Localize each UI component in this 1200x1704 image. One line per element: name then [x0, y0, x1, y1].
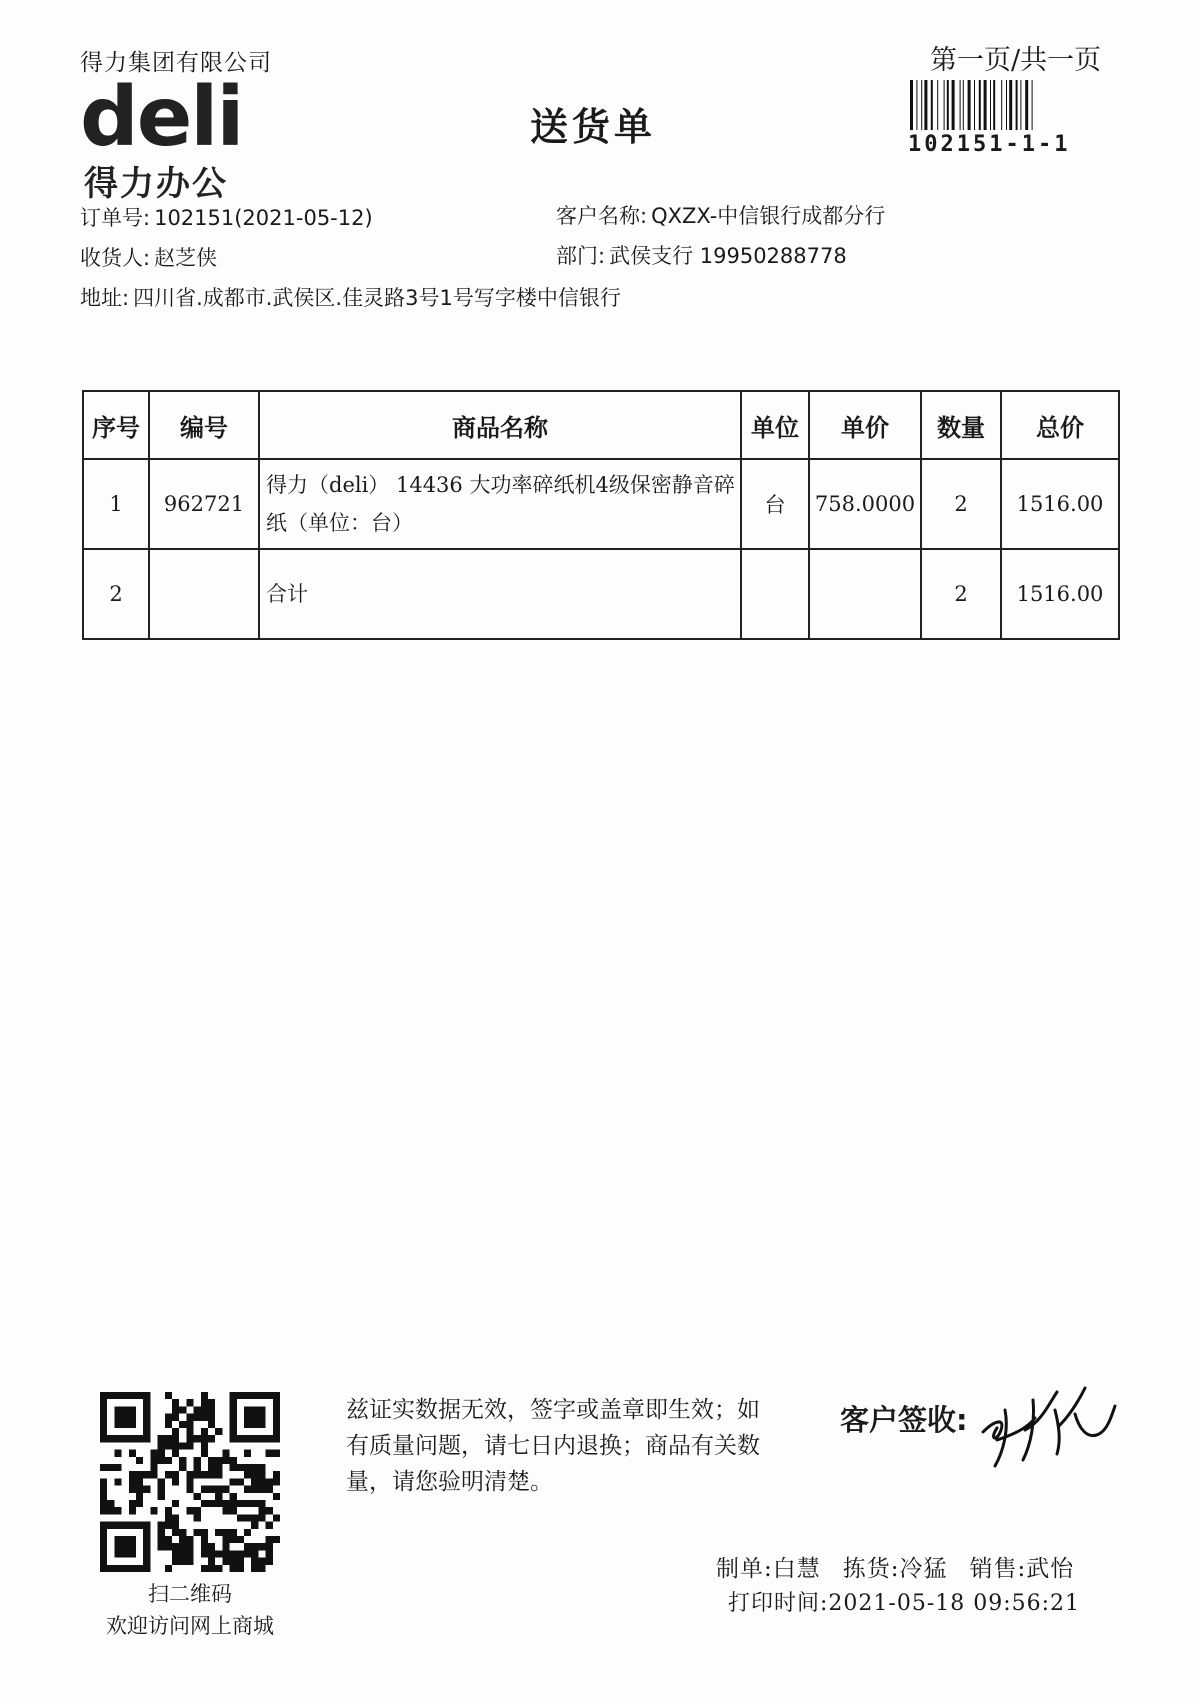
receiver-label: 收货人:	[80, 246, 151, 270]
print-time: 打印时间:2021-05-18 09:56:21	[728, 1591, 1081, 1616]
row-quantity: 2	[921, 459, 1001, 549]
header-unit-price: 单价	[809, 391, 921, 459]
header-code: 编号	[149, 391, 259, 459]
address-value: 四川省.成都市.武侯区.佳灵路3号1号写字楼中信银行	[133, 286, 621, 310]
order-value: 102151(2021-05-12)	[154, 206, 373, 230]
barcode-icon	[908, 80, 1114, 130]
address	[80, 282, 621, 312]
notice-text: 兹证实数据无效，签字或盖章即生效；如有质量问题，请七日内退换；商品有关数量，请您验明清楚。	[346, 1397, 760, 1495]
row-seq: 2	[83, 549, 149, 639]
customer-signature-label: 客户签收:	[840, 1403, 968, 1437]
qr-caption-mall: 欢迎访问网上商城	[106, 1614, 274, 1638]
header-total: 总价	[1001, 391, 1119, 459]
company-name: 得力集团有限公司	[80, 50, 272, 76]
row-unit-price: 758.0000	[809, 459, 921, 549]
department-label: 部门:	[556, 244, 606, 268]
deli-logo: deli	[80, 70, 243, 165]
header-product-name: 商品名称	[259, 391, 741, 459]
document-title: 送货单	[530, 104, 657, 149]
salesperson: 销售:武怡	[969, 1556, 1075, 1582]
row-code	[149, 549, 259, 639]
row-total: 1516.00	[1001, 459, 1119, 549]
customer-name	[556, 200, 885, 230]
handwritten-signature	[975, 1370, 1125, 1480]
picker: 拣货:冷猛	[842, 1556, 948, 1582]
header-unit: 单位	[741, 391, 809, 459]
header-seq: 序号	[83, 391, 149, 459]
row-unit-price	[809, 549, 921, 639]
logo-subtitle: 得力办公	[84, 164, 228, 204]
row-unit	[741, 549, 809, 639]
items-table	[82, 390, 1120, 640]
row-seq: 1	[83, 459, 149, 549]
row-quantity: 2	[921, 549, 1001, 639]
receiver	[80, 242, 217, 272]
qr-caption: 扫二维码	[148, 1582, 232, 1606]
row-product-name: 合计	[259, 549, 741, 639]
qr-code-icon	[100, 1392, 280, 1572]
address-label: 地址:	[80, 286, 130, 310]
row-unit: 台	[741, 459, 809, 549]
table-header-row	[83, 391, 1119, 459]
table-row-total	[83, 549, 1119, 639]
customer-label: 客户名称:	[556, 204, 648, 228]
order-number	[80, 202, 373, 232]
row-code: 962721	[149, 459, 259, 549]
header-quantity: 数量	[921, 391, 1001, 459]
page-indicator: 第一页/共一页	[930, 45, 1102, 76]
order-label: 订单号:	[80, 206, 151, 230]
receiver-value: 赵芝侠	[154, 246, 218, 270]
staff-line	[716, 1550, 1096, 1583]
table-row	[83, 459, 1119, 549]
department-value: 武侯支行 19950288778	[609, 244, 847, 268]
maker: 制单:白慧	[716, 1556, 821, 1582]
customer-value: QXZX-中信银行成都分行	[651, 204, 886, 228]
department	[556, 240, 847, 270]
row-total: 1516.00	[1001, 549, 1119, 639]
barcode-number: 102151-1-1	[908, 132, 1071, 157]
row-product-name: 得力（deli） 14436 大功率碎纸机4级保密静音碎纸（单位：台）	[259, 459, 741, 549]
